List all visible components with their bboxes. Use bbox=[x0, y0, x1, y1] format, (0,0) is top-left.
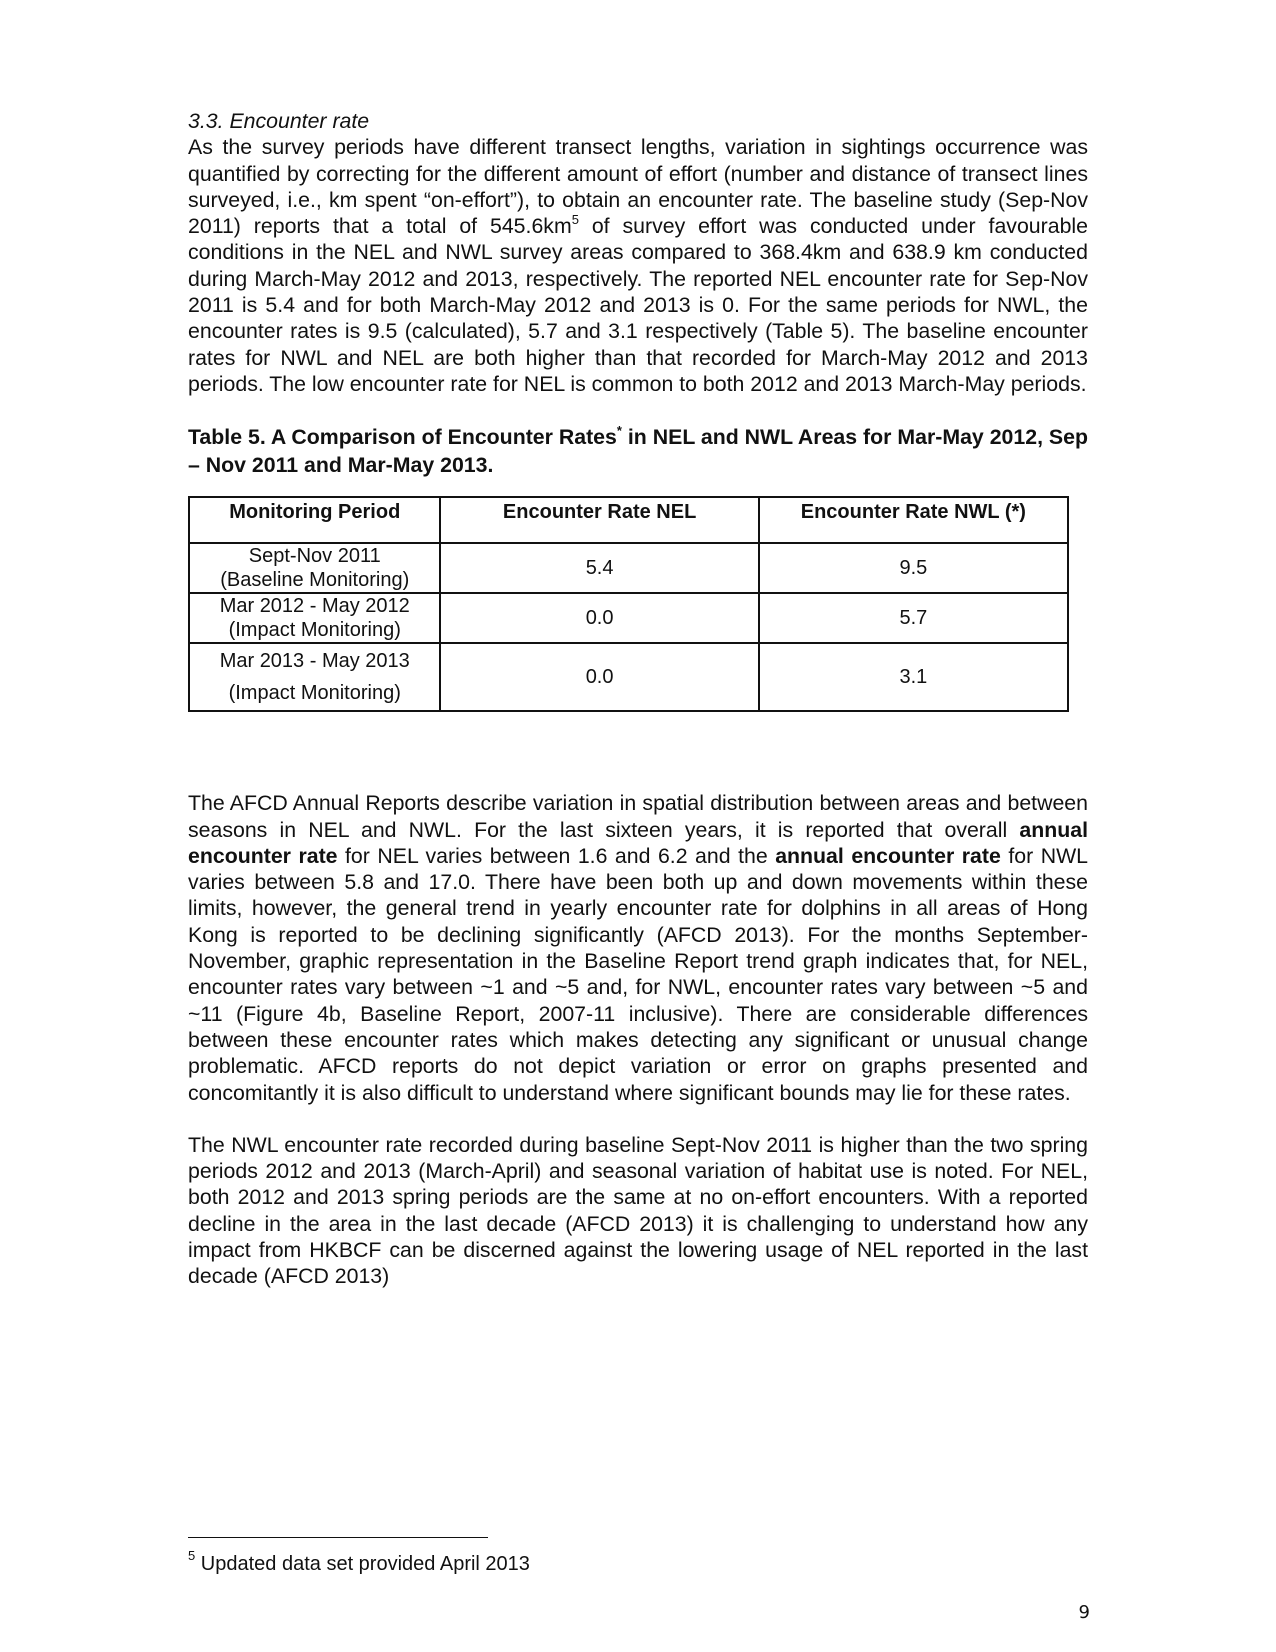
paragraph-survey-effort bbox=[188, 134, 1088, 397]
table-row bbox=[189, 543, 1068, 593]
header-monitoring-period: Monitoring Period bbox=[189, 497, 440, 543]
paragraph-nwl-baseline: The NWL encounter rate recorded during baseline Sept-Nov 2011 is higher than the two spring periods 2012 and 2013 (March-April) and seasonal variation of habitat use is noted. For NEL, both 2012 and 2013 spring periods are the same at no on-effort encounters. With a reported decline in the area in the last decade (AFCD 2013) it is challenging to understand how any impact from HKBCF can be discerned against the lowering usage of NEL reported in the last decade (AFCD 2013) bbox=[188, 1132, 1088, 1289]
period-type: (Baseline Monitoring) bbox=[220, 569, 410, 592]
caption-text: Table 5. A Comparison of Encounter Rates bbox=[188, 425, 617, 450]
paragraph-text: The AFCD Annual Reports describe variation in spatial distribution between areas and between seasons in NEL and NWL. For the last sixteen years, it is reported that overall bbox=[188, 791, 1088, 842]
period-cell bbox=[189, 593, 440, 643]
paragraph-text: of survey effort was conducted under favourable conditions in the NEL and NWL survey areas compared to 368.4km and 638.9 km conducted during March-May 2012 and 2013, respectively. The reported NEL encounter rate for Sep-Nov 2011 is 5.4 and for both March-May 2012 and 2013 is 0. For the same periods for NWL, the encounter rates is 9.5 (calculated), 5.7 and 3.1 respectively (Table 5). The baseline encounter rates for NWL and NEL are both higher than that recorded for March-May 2012 and 2013 periods. The low encounter rate for NEL is common to both 2012 and 2013 March-May periods. bbox=[188, 214, 1088, 396]
caption-asterisk: * bbox=[616, 423, 622, 439]
footnote-marker: 5 bbox=[188, 1548, 196, 1564]
footnote-text: Updated data set provided April 2013 bbox=[195, 1553, 530, 1575]
period-type: (Impact Monitoring) bbox=[228, 682, 401, 705]
header-encounter-rate-nel: Encounter Rate NEL bbox=[440, 497, 758, 543]
bold-term: annual encounter rate bbox=[775, 843, 1001, 868]
header-encounter-rate-nwl: Encounter Rate NWL (*) bbox=[759, 497, 1068, 543]
table-header-row bbox=[189, 497, 1068, 543]
paragraph-afcd-reports bbox=[188, 790, 1088, 1106]
footnote-divider bbox=[188, 1537, 488, 1538]
footnote-reference: 5 bbox=[571, 212, 579, 228]
table-row bbox=[189, 593, 1068, 643]
page-number: 9 bbox=[1078, 1602, 1090, 1623]
bold-term: annual encounter rate bbox=[188, 817, 1088, 868]
footnote bbox=[188, 1548, 530, 1576]
encounter-rate-table bbox=[188, 496, 1069, 712]
table-caption bbox=[188, 423, 1088, 479]
paragraph-text: As the survey periods have different transect lengths, variation in sightings occurrence was quantified by correcting for the different amount of effort (number and distance of transect lines surveyed, i.e., km spent “on-effort”), to obtain an encounter rate. The baseline study (Sep-Nov 2011) reports that a total of 545.6km bbox=[188, 135, 1088, 239]
nwl-rate-cell: 5.7 bbox=[759, 593, 1068, 643]
page-content bbox=[188, 108, 1088, 1290]
nel-rate-cell: 0.0 bbox=[440, 643, 758, 711]
nwl-rate-cell: 9.5 bbox=[759, 543, 1068, 593]
paragraph-text: for NWL varies between 5.8 and 17.0. There have been both up and down movements within these limits, however, the general trend in yearly encounter rate for dolphins in all areas of Hong Kong is reported to be declining significantly (AFCD 2013). For the months September-November, graphic representation in the Baseline Report trend graph indicates that, for NEL, encounter rates vary between ~1 and ~5 and, for NWL, encounter rates vary between ~5 and ~11 (Figure 4b, Baseline Report, 2007-11 inclusive). There are considerable differences between these encounter rates which makes detecting any significant or unusual change problematic. AFCD reports do not depict variation or error on graphs presented and concomitantly it is also difficult to understand where significant bounds may lie for these rates. bbox=[188, 843, 1089, 1105]
paragraph-text: for NEL varies between 1.6 and 6.2 and the bbox=[337, 843, 776, 868]
period-dates: Sept-Nov 2011 bbox=[248, 545, 381, 568]
caption-text: in NEL and NWL Areas for Mar-May 2012, Sep – Nov 2011 and Mar-May 2013. bbox=[188, 425, 1088, 478]
period-type: (Impact Monitoring) bbox=[228, 619, 401, 642]
table-row bbox=[189, 643, 1068, 711]
period-dates: Mar 2012 - May 2012 bbox=[219, 595, 410, 618]
period-cell bbox=[189, 643, 440, 711]
nel-rate-cell: 0.0 bbox=[440, 593, 758, 643]
period-dates: Mar 2013 - May 2013 bbox=[219, 650, 410, 673]
section-heading: 3.3. Encounter rate bbox=[188, 109, 370, 133]
nel-rate-cell: 5.4 bbox=[440, 543, 758, 593]
nwl-rate-cell: 3.1 bbox=[759, 643, 1068, 711]
period-cell bbox=[189, 543, 440, 593]
